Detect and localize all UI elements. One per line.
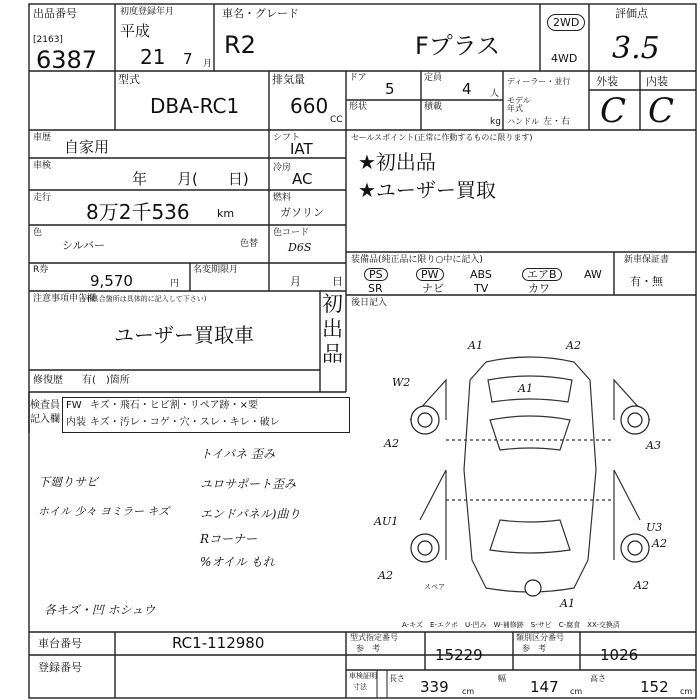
inspection-value: 年 月( 日): [132, 170, 249, 188]
equip-pw: PW: [416, 268, 444, 281]
notes-label: 注意事項申告欄: [33, 294, 97, 304]
drive-2wd: 2WD: [547, 14, 585, 31]
int-label: 内装: [646, 75, 668, 88]
cap-unit: 人: [490, 89, 500, 99]
dim-label: 車検証明: [349, 672, 377, 680]
first-reg-label: 初度登録年月: [120, 7, 175, 17]
item-no-sub: [2163]: [33, 35, 63, 45]
class-value: 1026: [600, 646, 639, 664]
item-no-label: 出品番号: [33, 7, 77, 20]
type-designation-label: 型式指定番号: [350, 633, 398, 642]
equip-sr: SR: [368, 282, 383, 295]
mark-u3: U3: [646, 521, 663, 534]
reg-month-unit: 月: [203, 59, 213, 69]
meigi-label: 名変期限月: [193, 265, 239, 275]
hw-right-2: ユロサポート歪み: [200, 477, 297, 491]
width-unit: cm: [570, 687, 583, 696]
mileage-value: 8万2千536: [86, 200, 190, 224]
hw-left-2: ホイル 少々 ヨミラー キズ: [38, 505, 170, 518]
hw-right-5: %オイル もれ: [200, 555, 275, 569]
item-no: 6387: [36, 46, 98, 74]
warranty-value: 有・無: [630, 275, 663, 288]
type-label: 型式: [118, 73, 140, 86]
selling-point-2: ★ユーザー買取: [358, 178, 496, 202]
type-designation-sub: 参 考: [356, 644, 380, 653]
mark-a3: A3: [646, 439, 661, 452]
dealer-label: ディーラー・並行: [507, 77, 571, 86]
kg-unit: kg: [490, 117, 501, 127]
len-label: 長さ: [389, 674, 405, 683]
height-label: 高さ: [590, 674, 606, 683]
selling-label: セールスポイント(正常に作動するものに限ります): [351, 133, 533, 142]
disp-unit: CC: [330, 115, 343, 125]
meigi-unit: 月: [290, 275, 301, 288]
aircon-label: 冷房: [273, 163, 292, 173]
cap-value: 4: [462, 80, 472, 98]
repair-label: 修復歴: [33, 375, 63, 386]
load-label: 積載: [424, 102, 443, 112]
spare-label: スペア: [424, 583, 445, 591]
aircon-value: AC: [292, 170, 313, 188]
mark-a2-rear-left: A2: [378, 569, 393, 582]
mark-a2-right: A2: [652, 537, 667, 550]
model-label: 車名・グレード: [222, 7, 299, 20]
history-label: 車歴: [33, 133, 52, 143]
score-label: 評価点: [615, 7, 648, 20]
equip-aw: AW: [584, 268, 602, 281]
model-year-label: モデル年式: [507, 96, 531, 113]
height-unit: cm: [680, 687, 693, 696]
handle-label: ハンドル: [507, 117, 539, 126]
color-change-label: 色替: [240, 239, 259, 249]
ext-grade: C: [600, 91, 627, 131]
after-label: 後日記入: [351, 298, 388, 308]
score: 3.5: [612, 31, 660, 66]
fuel-value: ガソリン: [280, 206, 324, 219]
diagram-legend: A-キズ E-エクボ U-凹み W-補修跡 S-サビ C-腐食 XX-交換済: [402, 621, 620, 629]
shape-label: 形状: [349, 102, 368, 112]
type-value: DBA-RC1: [150, 94, 240, 118]
width-label: 幅: [498, 674, 506, 683]
handle-value: 左・右: [543, 117, 571, 127]
disp-label: 排気量: [272, 73, 305, 86]
inspection-label: 車検: [33, 161, 52, 171]
hw-right-3: エンドパネル)曲り: [200, 507, 301, 521]
equip-leather: カワ: [528, 282, 550, 295]
equip-airbag: エアB: [522, 268, 562, 281]
inspector-row2-a: 内装: [66, 417, 86, 428]
car-name: R2: [224, 31, 256, 59]
repair-value: 有( )箇所: [82, 375, 130, 386]
grade: Fプラス: [415, 32, 501, 60]
warranty-label: 新車保証書: [624, 255, 670, 265]
dim-sub: 寸法: [353, 683, 367, 691]
meigi-day: 日: [332, 275, 343, 288]
mark-a1-hood: A1: [518, 382, 533, 395]
mark-a2-front: A2: [566, 339, 581, 352]
recycle-value: 9,570: [90, 272, 133, 290]
equip-tv: TV: [474, 282, 489, 295]
class-label: 類別区分番号: [516, 633, 564, 642]
color-label: 色: [33, 228, 43, 238]
hw-right-4: Rコーナー: [200, 532, 258, 546]
height-value: 152: [640, 678, 669, 696]
history-value: 自家用: [64, 138, 110, 156]
hw-right-1: トイパネ 歪み: [200, 447, 275, 461]
shift-value: IAT: [290, 140, 313, 158]
chassis-label: 車台番号: [38, 637, 82, 650]
int-grade: C: [648, 91, 675, 131]
type-designation-value: 15229: [435, 646, 483, 664]
reg-label: 登録番号: [38, 661, 82, 674]
first-stamp: 初出品: [322, 292, 343, 366]
inspector-row1-a: FW: [66, 400, 82, 411]
inspector-label-2: 記入欄: [30, 414, 60, 425]
selling-point-1: ★初出品: [358, 150, 436, 174]
recycle-unit: 円: [170, 279, 180, 289]
door-label: ドア: [349, 73, 367, 83]
shift-label: シフト: [273, 133, 301, 143]
hw-left-1: 下廻りサビ: [38, 475, 99, 489]
ext-label: 外装: [596, 75, 618, 88]
mark-a2-rear-right: A2: [634, 579, 649, 592]
mark-w2: W2: [392, 376, 411, 389]
color-code-value: D6S: [288, 241, 312, 254]
color-value: シルバー: [62, 239, 105, 252]
equipment-label: 装備品(純正品に限り○中に記入): [351, 255, 483, 265]
reg-month: 7: [183, 50, 193, 68]
era: 平成: [120, 22, 151, 40]
notes-value: ユーザー買取車: [114, 323, 254, 347]
reg-year: 21: [140, 45, 166, 69]
drive-4wd: 4WD: [551, 52, 578, 65]
mark-au1: AU1: [374, 515, 399, 528]
door-value: 5: [385, 80, 395, 98]
color-code-label: 色コード: [273, 228, 310, 238]
hw-bottom: 各キズ・凹 ホシュウ: [44, 603, 156, 617]
width-value: 147: [530, 678, 559, 696]
recycle-label: R券: [33, 265, 49, 275]
equip-ps: PS: [364, 268, 388, 281]
equip-navi: ナビ: [422, 282, 444, 295]
mileage-label: 走行: [33, 193, 52, 203]
mark-a2-left: A2: [384, 437, 399, 450]
fuel-label: 燃料: [273, 193, 292, 203]
len-value: 339: [420, 678, 449, 696]
mileage-unit: km: [217, 207, 235, 220]
notes-sub: (不具合箇所は具体的に記入して下さい): [82, 295, 207, 303]
class-sub: 参 考: [522, 644, 546, 653]
len-unit: cm: [462, 687, 475, 696]
disp-value: 660: [290, 94, 329, 118]
mark-a1-rear: A1: [560, 597, 575, 610]
inspector-row1-b: キズ・飛石・ヒビ割・リペア跡・×要: [90, 400, 258, 411]
inspector-row2-b: キズ・汚レ・コゲ・穴・スレ・キレ・破レ: [90, 417, 280, 428]
cap-label: 定員: [424, 73, 443, 83]
equip-abs: ABS: [470, 268, 492, 281]
chassis-value: RC1-112980: [172, 634, 265, 652]
inspector-label-1: 検査員: [30, 400, 60, 411]
mark-a1-front: A1: [468, 339, 483, 352]
